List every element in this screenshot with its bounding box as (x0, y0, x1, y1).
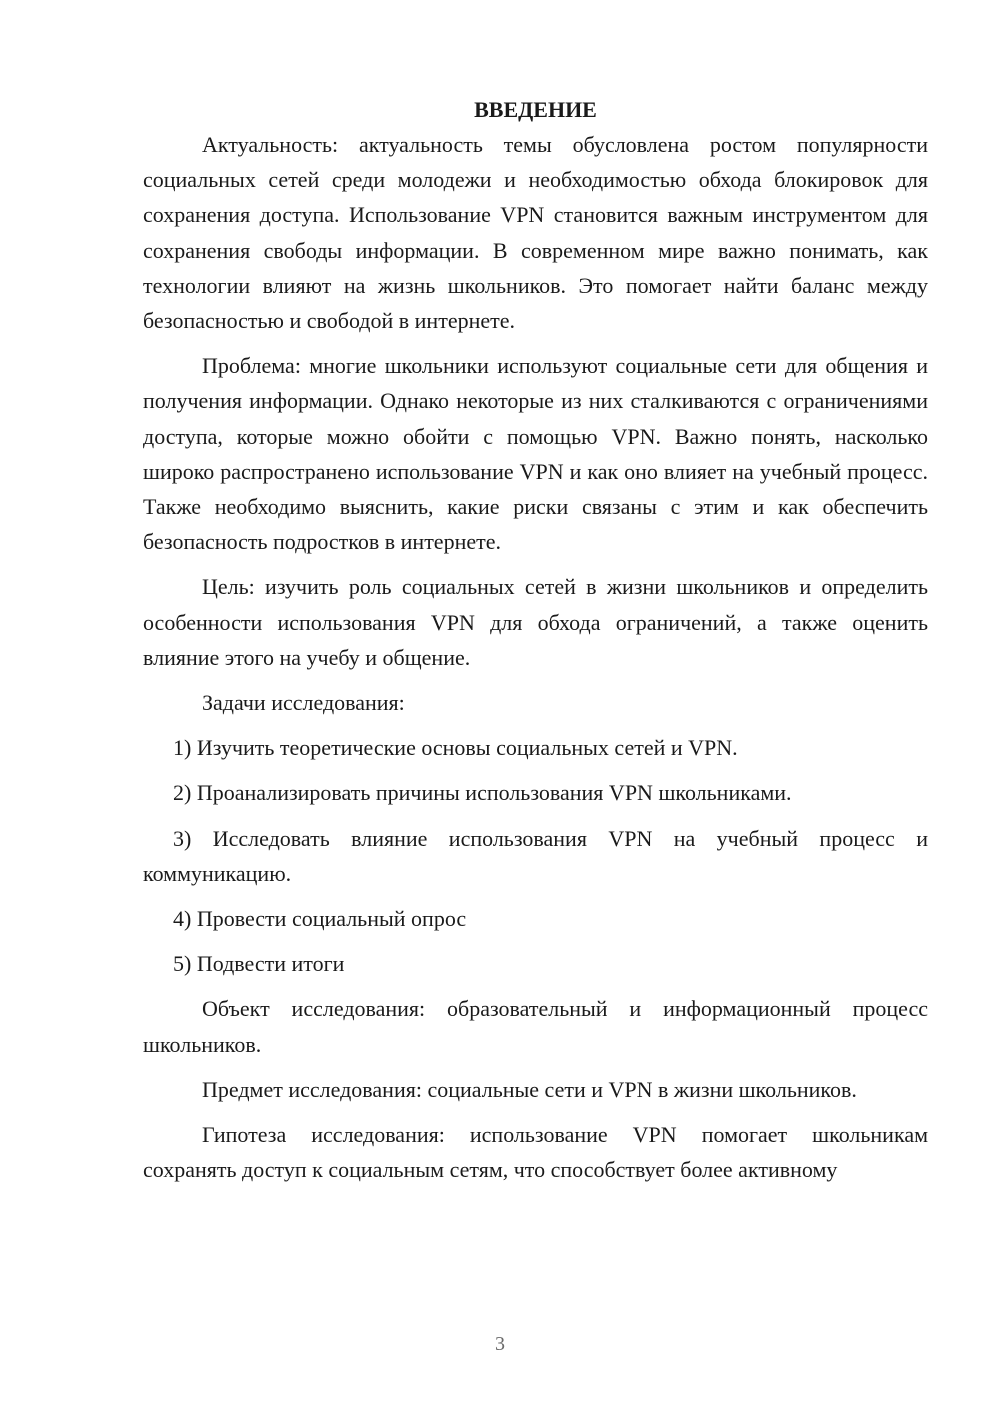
paragraph-gap (143, 765, 928, 775)
paragraph-gap (143, 891, 928, 901)
paragraph-gap (143, 720, 928, 730)
page-number: 3 (495, 1333, 505, 1355)
paragraph-gap (143, 1107, 928, 1117)
tasks-heading: Задачи исследования: (202, 690, 405, 716)
paragraph-gap (143, 675, 928, 685)
document-page (143, 92, 928, 1187)
paragraph-gap (143, 559, 928, 569)
hypothesis-paragraph: Гипотеза исследования: использование VPN помогает школьникам сохранять доступ к социальным сетям, что способствует более активному (143, 1122, 928, 1183)
paragraph-gap (143, 338, 928, 348)
task-item: 5) Подвести итоги (173, 951, 345, 977)
task-item: 3) Исследовать влияние использования VPN на учебный процесс и коммуникацию. (143, 825, 928, 886)
problem-paragraph: Проблема: многие школьники используют социальные сети для общения и получения информации. Однако некоторые из них сталкиваются с ограничениями доступа, которые можно обойти с помощью VPN. Важно понять, насколько широко распространено использование VPN и как оно влияет на учебный процесс. Также необходимо выяснить, какие риски связаны с этим и как обеспечить безопасность подростков в интернете. (143, 353, 928, 555)
subject-paragraph: Предмет исследования: социальные сети и VPN в жизни школьников. (202, 1076, 857, 1102)
goal-paragraph: Цель: изучить роль социальных сетей в жизни школьников и определить особенности использования VPN для обхода ограничений, а также оценить влияние этого на учебу и общение. (143, 574, 928, 670)
paragraph-gap (143, 1062, 928, 1072)
task-item: 1) Изучить теоретические основы социальных сетей и VPN. (173, 735, 738, 761)
relevance-paragraph: Актуальность: актуальность темы обусловлена ростом популярности социальных сетей среди молодежи и необходимостью обхода блокировок для сохранения доступа. Использование VPN становится важным инструментом для сохранения свободы информации. В современном мире важно понимать, как технологии влияют на жизнь школьников. Это помогает найти баланс между безопасностью и свободой в интернете. (143, 132, 928, 334)
paragraph-gap (143, 811, 928, 821)
task-item: 4) Провести социальный опрос (173, 906, 467, 932)
paragraph-gap (143, 981, 928, 991)
paragraph-gap (143, 936, 928, 946)
object-paragraph: Объект исследования: образовательный и информационный процесс школьников. (143, 996, 928, 1057)
section-title: ВВЕДЕНИЕ (474, 97, 597, 122)
task-item: 2) Проанализировать причины использования VPN школьниками. (173, 780, 792, 806)
